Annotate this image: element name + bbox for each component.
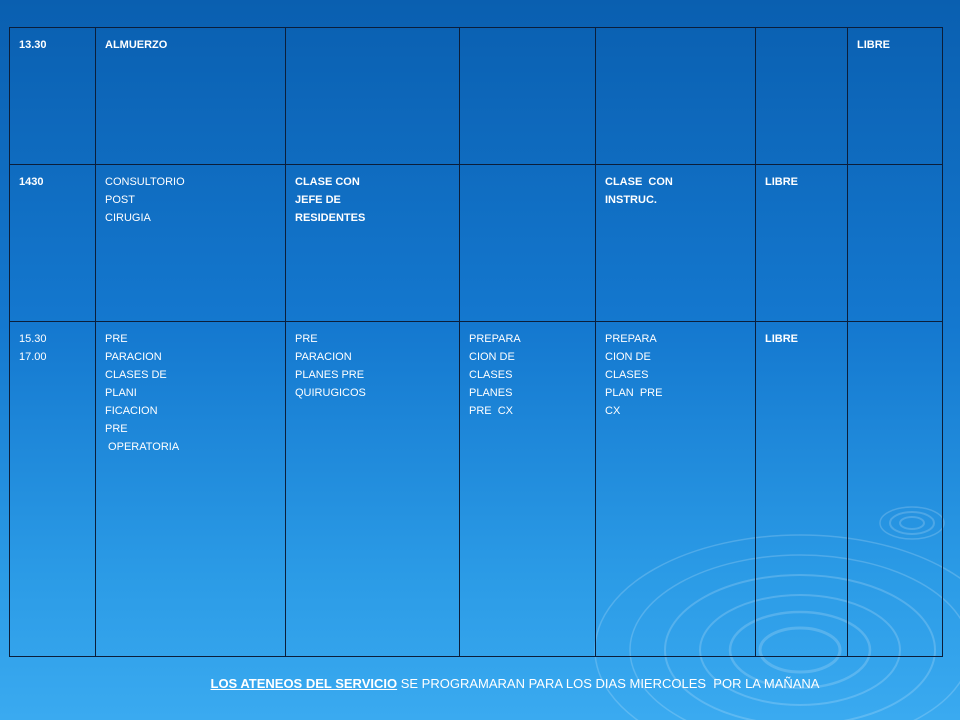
table-cell xyxy=(286,28,460,165)
table-cell xyxy=(848,322,943,657)
table-cell: PRE PARACION CLASES DE PLANI FICACION PRE OPERATORIA xyxy=(96,322,286,657)
table-cell: PRE PARACION PLANES PRE QUIRUGICOS xyxy=(286,322,460,657)
table-row xyxy=(10,322,943,657)
footer-note xyxy=(0,676,960,691)
table-cell: CLASE CON JEFE DE RESIDENTES xyxy=(286,165,460,322)
table-cell: PREPARA CION DE CLASES PLAN PRE CX xyxy=(596,322,756,657)
schedule-table xyxy=(9,27,943,657)
table-row xyxy=(10,165,943,322)
table-cell xyxy=(460,28,596,165)
time-cell: 15.30 17.00 xyxy=(10,322,96,657)
footer-note-rest: SE PROGRAMARAN PARA LOS DIAS MIERCOLES POR LA MAÑANA xyxy=(397,676,820,691)
table-cell xyxy=(596,28,756,165)
table-cell xyxy=(848,165,943,322)
time-cell: 13.30 xyxy=(10,28,96,165)
table-row xyxy=(10,28,943,165)
table-cell xyxy=(756,28,848,165)
footer-note-bold: LOS ATENEOS DEL SERVICIO xyxy=(210,676,398,691)
table-cell xyxy=(460,165,596,322)
table-cell: LIBRE xyxy=(848,28,943,165)
table-cell: LIBRE xyxy=(756,165,848,322)
table-cell: ALMUERZO xyxy=(96,28,286,165)
time-cell: 1430 xyxy=(10,165,96,322)
table-cell: LIBRE xyxy=(756,322,848,657)
table-cell: CLASE CON INSTRUC. xyxy=(596,165,756,322)
table-cell: CONSULTORIO POST CIRUGIA xyxy=(96,165,286,322)
table-cell: PREPARA CION DE CLASES PLANES PRE CX xyxy=(460,322,596,657)
